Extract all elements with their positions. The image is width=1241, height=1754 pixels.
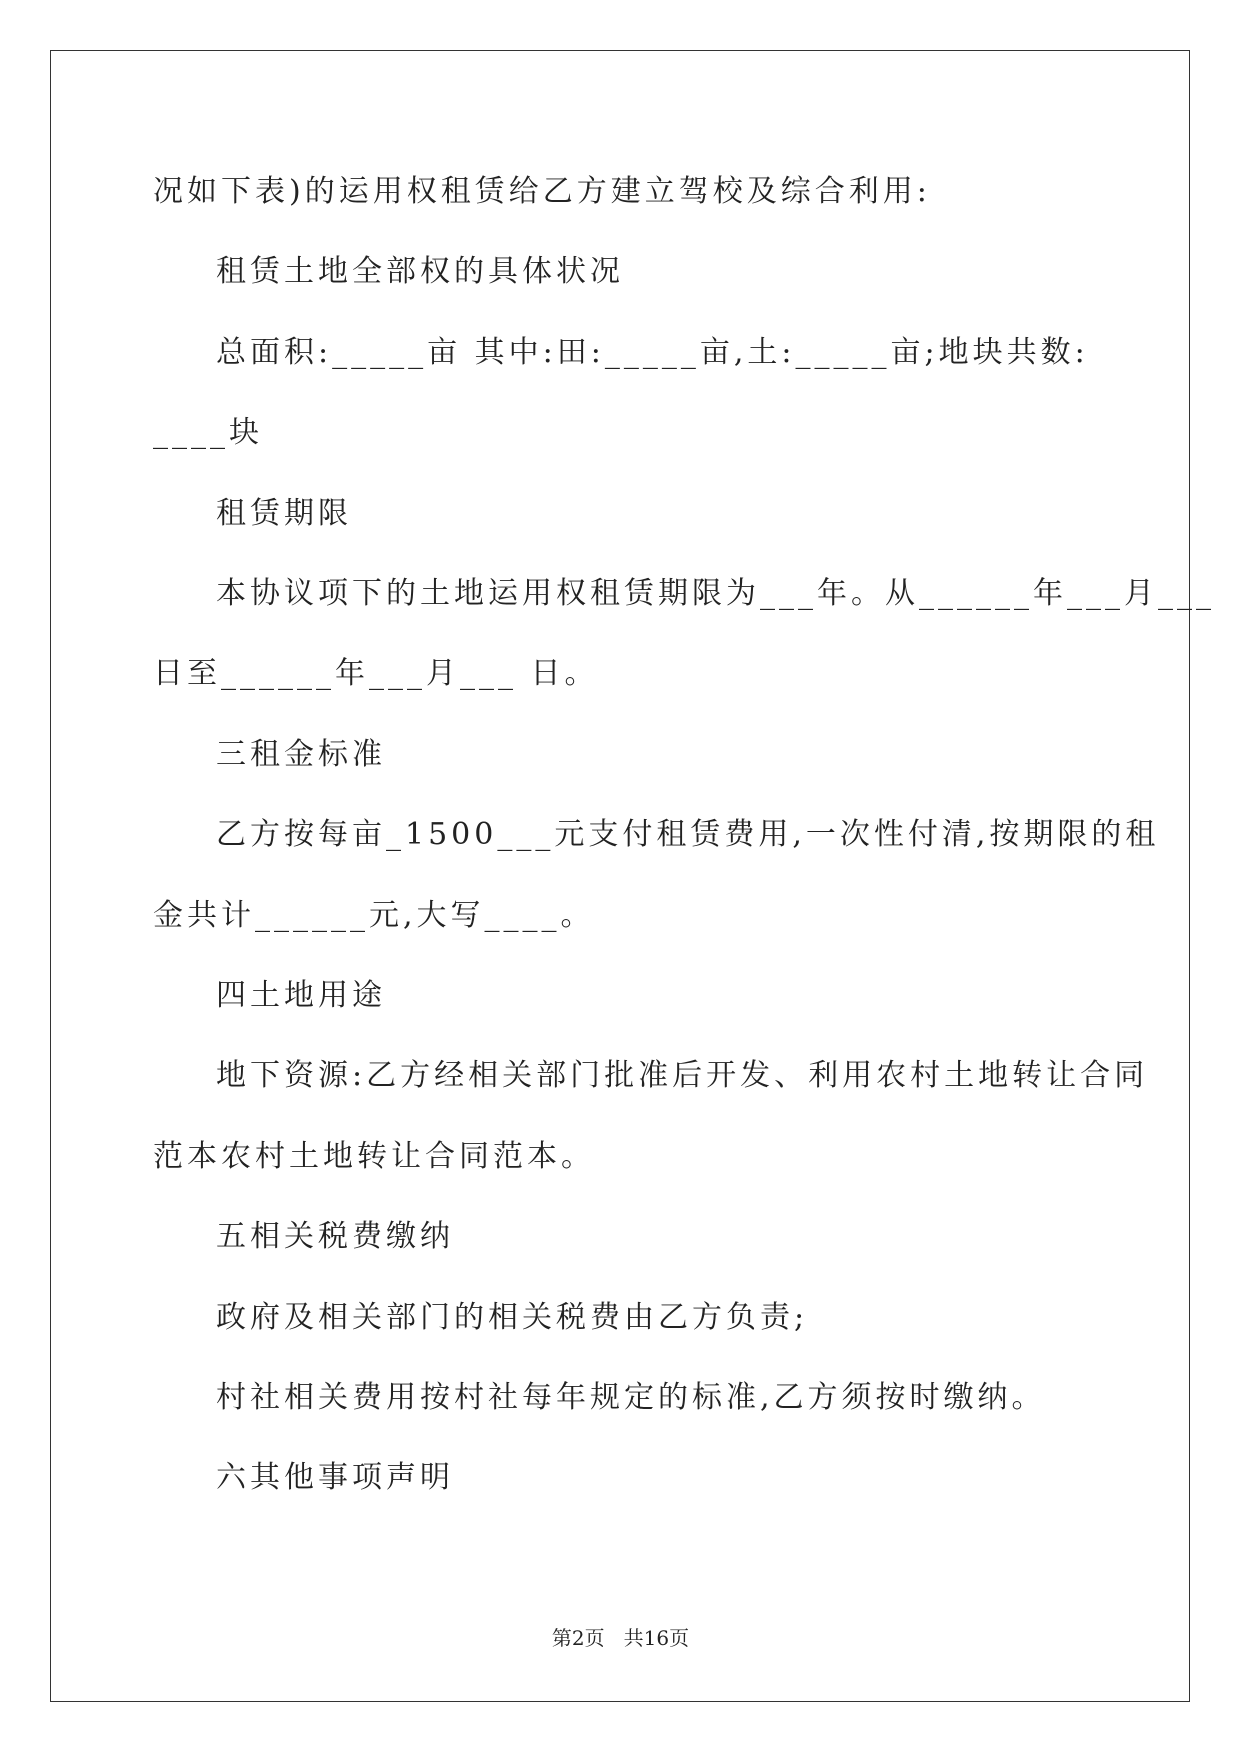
text-line-3: 总面积:_____亩 其中:田:_____亩,土:_____亩;地块共数: xyxy=(216,335,1089,370)
page-number-footer: 第2页 共16页 xyxy=(551,1626,690,1650)
text-line-5: 租赁期限 xyxy=(216,496,352,531)
text-line-10: 金共计______元,大写____。 xyxy=(153,898,595,933)
text-line-17: 六其他事项声明 xyxy=(216,1460,454,1495)
text-line-13: 范本农村土地转让合同范本。 xyxy=(153,1139,595,1174)
page-border xyxy=(50,50,1190,1702)
text-line-12: 地下资源:乙方经相关部门批准后开发、利用农村土地转让合同 xyxy=(216,1058,1149,1093)
text-line-2: 租赁土地全部权的具体状况 xyxy=(216,254,624,289)
text-line-11: 四土地用途 xyxy=(216,978,386,1013)
text-line-15: 政府及相关部门的相关税费由乙方负责; xyxy=(216,1300,809,1335)
text-line-6: 本协议项下的土地运用权租赁期限为___年。从______年___月___ xyxy=(216,576,1215,611)
text-line-4: ____块 xyxy=(153,415,263,450)
text-line-16: 村社相关费用按村社每年规定的标准,乙方须按时缴纳。 xyxy=(216,1380,1046,1415)
text-line-7: 日至______年___月___ 日。 xyxy=(153,656,599,691)
text-line-8: 三租金标准 xyxy=(216,737,386,772)
text-line-1: 况如下表)的运用权租赁给乙方建立驾校及综合利用: xyxy=(153,174,931,209)
text-line-9: 乙方按每亩_1500___元支付租赁费用,一次性付清,按期限的租 xyxy=(216,817,1160,852)
text-line-14: 五相关税费缴纳 xyxy=(216,1219,454,1254)
